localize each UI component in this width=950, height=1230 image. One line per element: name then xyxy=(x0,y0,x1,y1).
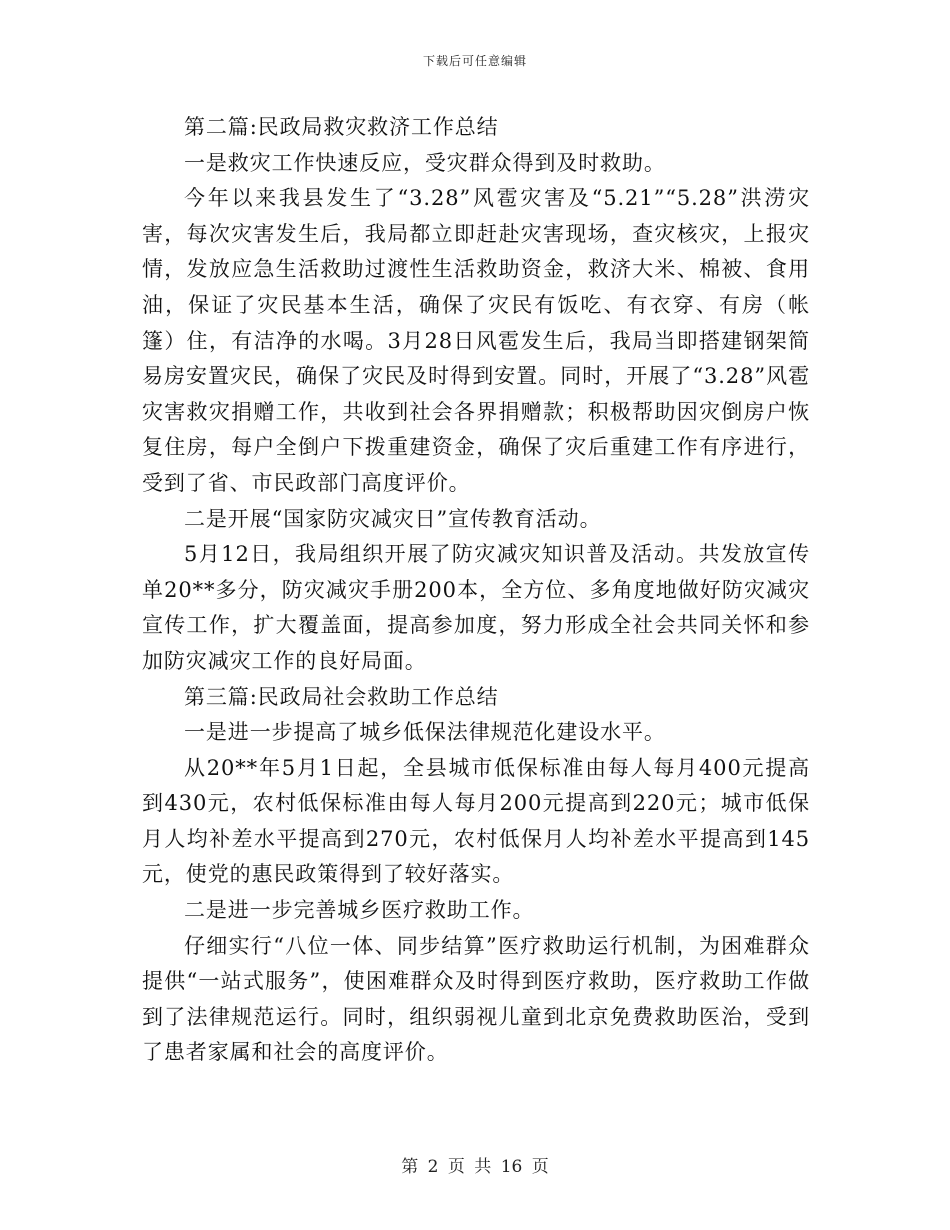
subheading: 一是进一步提高了城乡低保法律规范化建设水平。 xyxy=(184,720,666,745)
body-paragraph: 仔细实行“八位一体、同步结算”医疗救助运行机制，为困难群众提供“一站式服务”，使困难群众及时得到医疗救助，医疗救助工作做到了法律规范运行。同时，组织弱视儿童到北京免费救助医治，受到了患者家属和社会的高度评价。 xyxy=(142,933,810,1065)
body-paragraph: 5月12日，我局组织开展了防灾减灾知识普及活动。共发放宣传单20**多分，防灾减灾手册200本，全方位、多角度地做好防灾减灾宣传工作，扩大覆盖面，提高参加度，努力形成全社会共同关怀和参加防灾减灾工作的良好局面。 xyxy=(142,542,810,673)
page-header: 下载后可任意编辑 xyxy=(422,54,527,68)
subheading: 一是救灾工作快速反应，受灾群众得到及时救助。 xyxy=(184,150,666,175)
subheading: 二是进一步完善城乡医疗救助工作。 xyxy=(184,898,535,923)
document-body xyxy=(142,110,810,1071)
subheading: 二是开展“国家防灾减灾日”宣传教育活动。 xyxy=(184,506,602,531)
body-paragraph: 今年以来我县发生了“3.28”风雹灾害及“5.21”“5.28”洪涝灾害，每次灾害发生后，我局都立即赶赴灾害现场，查灾核灾，上报灾情，发放应急生活救助过渡性生活救助资金，救济大米、棉被、食用油，保证了灾民基本生活，确保了灾民有饭吃、有衣穿、有房（帐篷）住，有洁净的水喝。3月28日风雹发生后，我局当即搭建钢架简易房安置灾民，确保了灾民及时得到安置。同时，开展了“3.28”风雹灾害救灾捐赠工作，共收到社会各界捐赠款；积极帮助因灾倒房户恢复住房，每户全倒户下拨重建资金，确保了灾后重建工作有序进行，受到了省、市民政部门高度评价。 xyxy=(142,186,810,495)
section-title-2: 第二篇:民政局救灾救济工作总结 xyxy=(184,115,499,139)
page-footer: 第 2 页 共 16 页 xyxy=(401,1157,549,1177)
section-title-3: 第三篇:民政局社会救助工作总结 xyxy=(184,684,499,709)
body-paragraph: 从20**年5月1日起，全县城市低保标准由每人每月400元提高到430元，农村低保标准由每人每月200元提高到220元；城市低保月人均补差水平提高到270元，农村低保月人均补差水平提高到145元，使党的惠民政策得到了较好落实。 xyxy=(142,755,810,887)
